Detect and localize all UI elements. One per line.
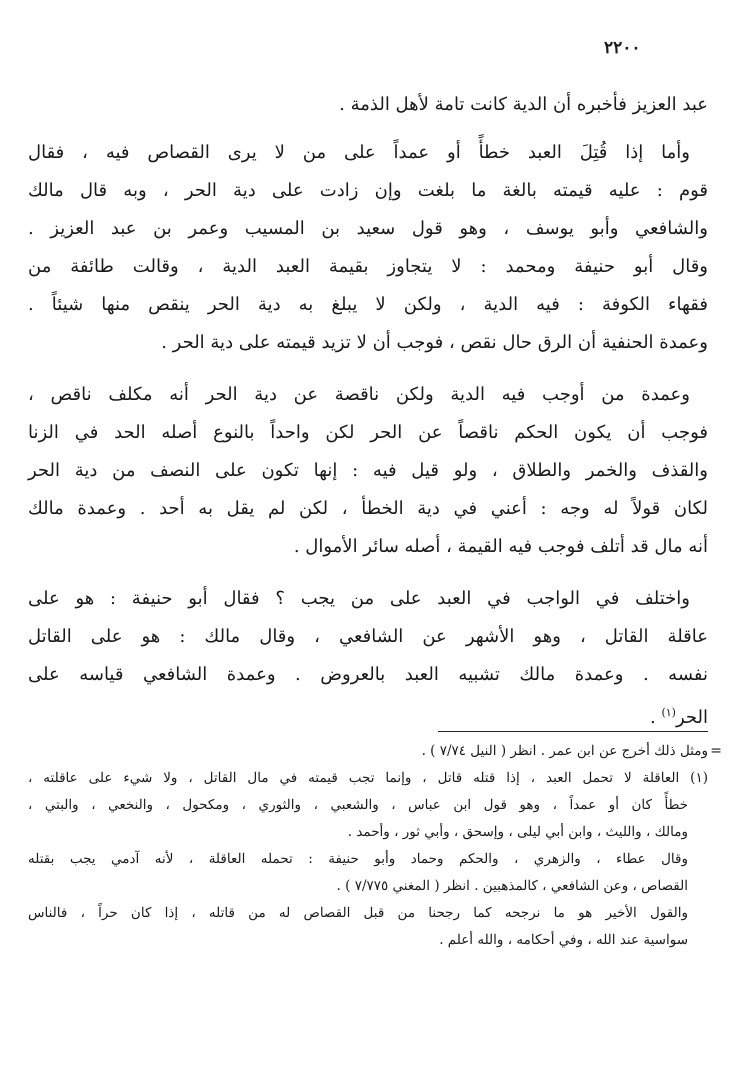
text-line: فوجب أن يكون الحكم ناقصاً عن الحر لكن واحداً بالنوع أصله الحد في الزنا [28, 422, 709, 443]
main-text [28, 86, 708, 732]
continuation-mark: = [710, 743, 722, 759]
text-line [28, 694, 708, 732]
footnote-line: (١) العاقلة لا تحمل العبد ، إذا قتله قاتل ، وإنما تجب قيمته في مال القاتل ، ولا شيء على عاقلته ، [28, 770, 709, 786]
text-line: والشافعي وأبو يوسف ، وهو قول سعيد بن المسيب وعمر بن عبد العزيز . [28, 218, 708, 239]
text-line: وعمدة من أوجب فيه الدية ولكن ناقصة عن دية الحر أنه مكلف ناقص ، [28, 384, 690, 405]
text-fragment: الحر [675, 707, 708, 728]
footnote-line: ومالك ، والليث ، وابن أبي ليلى ، وإسحق ، وأبي ثور ، وأحمد . [347, 824, 688, 840]
text-line: عبد العزيز فأخبره أن الدية كانت تامة لأهل الذمة . [339, 94, 708, 115]
footnote-line [28, 738, 722, 765]
text-line: والقذف والخمر والطلاق ، ولو قيل فيه : إنها تكون على النصف من دية الحر [28, 460, 708, 481]
footnote-continuation: ومثل ذلك أخرج عن ابن عمر . انظر ( النيل ٧/٧٤ ) . [421, 743, 708, 759]
text-line: نفسه . وعمدة مالك تشبيه العبد بالعروض . وعمدة الشافعي قياسه على [28, 664, 708, 685]
page-number: ٢٢٠٠ [604, 38, 641, 58]
text-line: قوم : عليه قيمته بالغة ما بلغت وإن زادت على دية الحر ، وبه قال مالك [28, 180, 708, 201]
text-line: وأما إذا قُتِلَ العبد خطأً أو عمداً على من لا يرى القصاص فيه ، فقال [28, 142, 690, 163]
footnote-line: سواسية عند الله ، وفي أحكامه ، والله أعلم . [439, 932, 688, 948]
text-line: لكان قولاً له وجه : أعني في دية الخطأ ، لكن لم يقل به أحد . وعمدة مالك [28, 498, 708, 519]
text-line: وقال أبو حنيفة ومحمد : لا يتجاوز بقيمة العبد الدية ، وقالت طائفة من [28, 256, 708, 277]
footnote-line: وقال عطاء ، والزهري ، والحكم وحماد وأبو حنيفة : تحمله العاقلة ، لأنه آدمي يجب بقتله [28, 851, 688, 867]
footnote-divider [438, 731, 708, 732]
text-line: عاقلة القاتل ، وهو الأشهر عن الشافعي ، وقال مالك : هو على القاتل [28, 626, 708, 647]
text-fragment: . [649, 707, 656, 728]
footnote-line: والقول الأخير هو ما نرجحه كما رجحنا من قبل القصاص له من قاتله ، إذا كان حراً ، فالناس [28, 905, 688, 921]
text-line: فقهاء الكوفة : فيه الدية ، ولكن لا يبلغ به دية الحر ينقص منها شيئاً . [28, 294, 708, 315]
footnotes [28, 738, 722, 954]
footnote-ref: (١) [661, 706, 676, 719]
text-line: واختلف في الواجب في العبد على من يجب ؟ فقال أبو حنيفة : هو على [28, 588, 690, 609]
footnote-line: خطأً كان أو عمداً ، وهو قول ابن عباس ، والشعبي ، والثوري ، ومكحول ، والنخعي ، والبتي ، [28, 797, 688, 813]
text-line: أنه مال قد أتلف فوجب فيه القيمة ، أصله سائر الأموال . [293, 536, 708, 557]
text-line: وعمدة الحنفية أن الرق حال نقص ، فوجب أن لا تزيد قيمته على دية الحر . [161, 332, 708, 353]
footnote-line: القصاص ، وعن الشافعي ، كالمذهبين . انظر ( المغني ٧/٧٧٥ ) . [336, 878, 688, 894]
